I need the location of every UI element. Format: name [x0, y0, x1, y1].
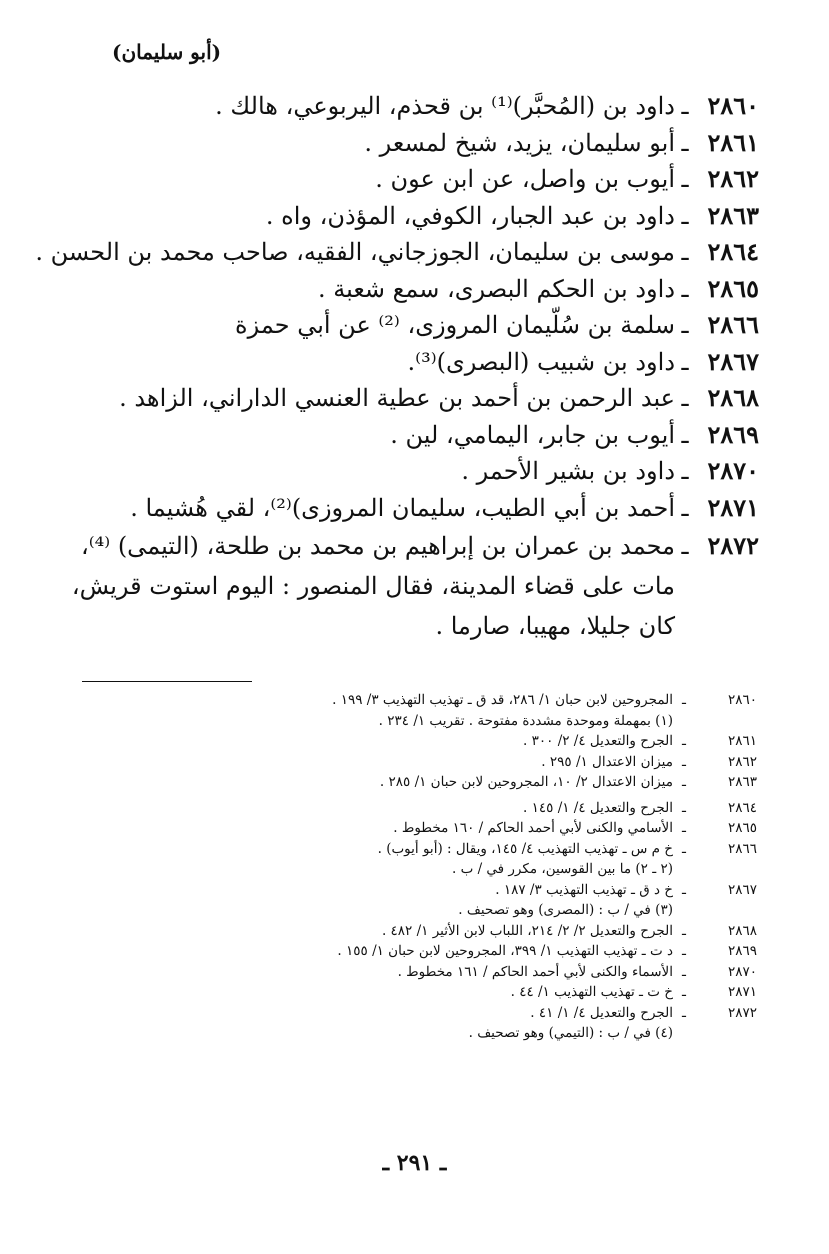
footnote-subnote: (٢ ـ ٢) ما بين القوسين، مكرر في / ب .	[451, 861, 673, 877]
footnote-text: الجرح والتعديل ٢/ ٢/ ٢١٤، اللباب لابن الأثير ١/ ٤٨٢ .	[381, 922, 673, 939]
entry-number: ٢٨٦٦	[707, 310, 759, 339]
footnote-number: ٢٨٦٧	[727, 881, 757, 898]
footnote-dash: ـ	[682, 753, 686, 770]
entry	[59, 417, 759, 454]
footnote-dash: ـ	[682, 799, 686, 816]
footnote-number: ٢٨٦١	[727, 733, 757, 749]
running-header: (أبو سليمان)	[112, 40, 222, 64]
footnote-text: خ د ق ـ تهذيب التهذيب ٣/ ١٨٧ .	[495, 881, 673, 898]
footnote-text: د ت ـ تهذيب التهذيب ١/ ٣٩٩، المجروحين لابن حبان ١/ ١٥٥ .	[337, 943, 673, 959]
entry	[59, 453, 759, 490]
entry-dash: ـ	[681, 493, 689, 522]
entry-number: ٢٨٦٠	[707, 91, 759, 120]
footnote-text: المجروحين لابن حبان ١/ ٢٨٦، قد ق ـ تهذيب التهذيب ٣/ ١٩٩ .	[332, 692, 673, 708]
footnote-subnote: (٤) في / ب : (التيمي) وهو تصحيف .	[468, 1025, 673, 1041]
entry	[59, 125, 759, 162]
entry-dash: ـ	[681, 274, 689, 303]
footnote	[67, 798, 757, 819]
entry-text: داود بن شبيب (البصرى)⁽³⁾.	[407, 347, 675, 376]
entry	[59, 307, 759, 344]
entry-number: ٢٨٦١	[707, 127, 759, 157]
entry	[59, 344, 759, 381]
entry-text: داود بن بشير الأحمر .	[461, 457, 675, 485]
entry	[59, 271, 759, 308]
entry	[35, 234, 759, 271]
entry-number: ٢٨٧٢	[707, 531, 759, 560]
entry-dash: ـ	[681, 128, 689, 157]
footnote-dash: ـ	[682, 1004, 686, 1021]
entry-dash: ـ	[681, 201, 689, 230]
footnote	[67, 690, 757, 711]
footnote	[67, 941, 757, 962]
entry-text: أبو سليمان، يزيد، شيخ لمسعر .	[364, 128, 675, 157]
footnote	[67, 731, 757, 752]
footnote	[67, 880, 757, 901]
entry-dash: ـ	[681, 311, 689, 339]
footnote-subnote: (١) بمهملة وموحدة مشددة مفتوحة . تقريب ١/ ٢٣٤ .	[378, 712, 673, 729]
footnote-text: الأسامي والكنى لأبي أحمد الحاكم / ١٦٠ مخطوط .	[393, 820, 673, 836]
entry-text: داود بن (المُحبَّر)⁽¹⁾ بن قحذم، اليربوعي، هالك .	[215, 92, 675, 120]
entry-dash: ـ	[681, 238, 689, 266]
entry	[59, 380, 759, 417]
entry-text: موسى بن سليمان، الجوزجاني، الفقيه، صاحب محمد بن الحسن .	[35, 238, 675, 266]
entry-number: ٢٨٦٣	[707, 200, 759, 230]
footnote	[67, 818, 757, 839]
entry-text: عبد الرحمن بن أحمد بن عطية العنسي الداراني، الزاهد .	[119, 384, 675, 412]
entry-dash: ـ	[681, 92, 689, 120]
footnote-number: ٢٨٧١	[727, 984, 757, 1000]
footnote-number: ٢٨٦٣	[727, 774, 757, 790]
footnote-dash: ـ	[682, 733, 686, 749]
footnote-text: الجرح والتعديل ٤/ ١/ ٤١ .	[530, 1004, 673, 1021]
footnote	[67, 921, 757, 942]
entry-dash: ـ	[681, 420, 689, 449]
footnote-dash: ـ	[682, 692, 686, 708]
footnote-number: ٢٨٧٠	[727, 963, 757, 980]
footnote-number: ٢٨٧٢	[727, 1004, 757, 1021]
footnote-divider	[82, 681, 252, 682]
entry	[59, 161, 759, 198]
entry	[59, 526, 759, 646]
entry	[59, 198, 759, 235]
footnote	[67, 962, 757, 983]
entry-number: ٢٨٦٤	[707, 237, 759, 266]
entry-number: ٢٨٦٩	[707, 419, 759, 449]
entry-text: محمد بن عمران بن إبراهيم بن محمد بن طلحة، (التيمى) ⁽⁴⁾، مات على قضاء المدينة، فقال المنصور : اليوم استوت قريش، كان جليلا، مهيبا، صارما .	[71, 532, 675, 640]
entry-dash: ـ	[681, 532, 689, 560]
footnote-text: ميزان الاعتدال ١/ ٢٩٥ .	[541, 753, 673, 770]
footnote	[67, 752, 757, 773]
page-number: ـ ٢٩١ ـ	[382, 1150, 447, 1176]
entry-dash: ـ	[681, 347, 689, 376]
entry-text: أيوب بن جابر، اليمامي، لين .	[390, 420, 675, 449]
footnote	[67, 772, 757, 793]
entry-text: أحمد بن أبي الطيب، سليمان المروزى)⁽²⁾، لقي هُشيما .	[130, 493, 675, 522]
footnote-text: الأسماء والكنى لأبي أحمد الحاكم / ١٦١ مخطوط .	[397, 963, 673, 980]
entry-number: ٢٨٦٥	[707, 273, 759, 303]
footnote-subnote: (٣) في / ب : (المصرى) وهو تصحيف .	[458, 902, 673, 918]
entry	[59, 490, 759, 527]
entries-list	[35, 88, 759, 646]
footnote-dash: ـ	[682, 820, 686, 836]
footnote-number: ٢٨٦٢	[727, 753, 757, 770]
footnotes-list	[67, 690, 757, 1044]
footnote-dash: ـ	[682, 922, 686, 939]
entry-dash: ـ	[681, 165, 689, 193]
footnote-text: الجرح والتعديل ٤/ ١/ ١٤٥ .	[523, 799, 673, 816]
entry-number: ٢٨٦٧	[707, 346, 759, 376]
footnote-text: خ م س ـ تهذيب التهذيب ٤/ ١٤٥، ويقال : (أبو أيوب) .	[377, 840, 673, 857]
footnote-dash: ـ	[682, 984, 686, 1000]
entry-number: ٢٨٧١	[707, 492, 759, 522]
entry	[59, 88, 759, 125]
footnote-dash: ـ	[682, 840, 686, 857]
footnote-text: خ ت ـ تهذيب التهذيب ١/ ٤٤ .	[510, 984, 673, 1000]
footnote-dash: ـ	[682, 963, 686, 980]
entry-number: ٢٨٦٨	[707, 383, 759, 412]
entry-dash: ـ	[681, 384, 689, 412]
entry-number: ٢٨٦٢	[707, 164, 759, 193]
entry-text: أيوب بن واصل، عن ابن عون .	[375, 165, 675, 193]
footnote-number: ٢٨٦٦	[727, 840, 757, 857]
entry-text: سلمة بن سُلّيمان المروزى، ⁽²⁾ عن أبي حمزة	[235, 311, 675, 339]
footnote-number: ٢٨٦٤	[727, 799, 757, 816]
footnote-dash: ـ	[682, 774, 686, 790]
footnote	[67, 1003, 757, 1024]
footnote-dash: ـ	[682, 881, 686, 898]
entry-text: داود بن الحكم البصرى، سمع شعبة .	[317, 274, 675, 303]
entry-text: داود بن عبد الجبار، الكوفي، المؤذن، واه .	[265, 201, 675, 230]
footnote-number: ٢٨٦٨	[727, 922, 757, 939]
entry-dash: ـ	[681, 457, 689, 485]
footnote	[67, 839, 757, 860]
footnote-number: ٢٨٦٩	[727, 943, 757, 959]
footnote-text: ميزان الاعتدال ٢/ ١٠، المجروحين لابن حبان ١/ ٢٨٥ .	[379, 774, 673, 790]
entry-number: ٢٨٧٠	[707, 456, 759, 485]
footnote-number: ٢٨٦٠	[727, 692, 757, 708]
footnote-text: الجرح والتعديل ٤/ ٢/ ٣٠٠ .	[523, 733, 673, 749]
footnote-number: ٢٨٦٥	[727, 820, 757, 836]
footnote	[67, 982, 757, 1003]
footnote-dash: ـ	[682, 943, 686, 959]
